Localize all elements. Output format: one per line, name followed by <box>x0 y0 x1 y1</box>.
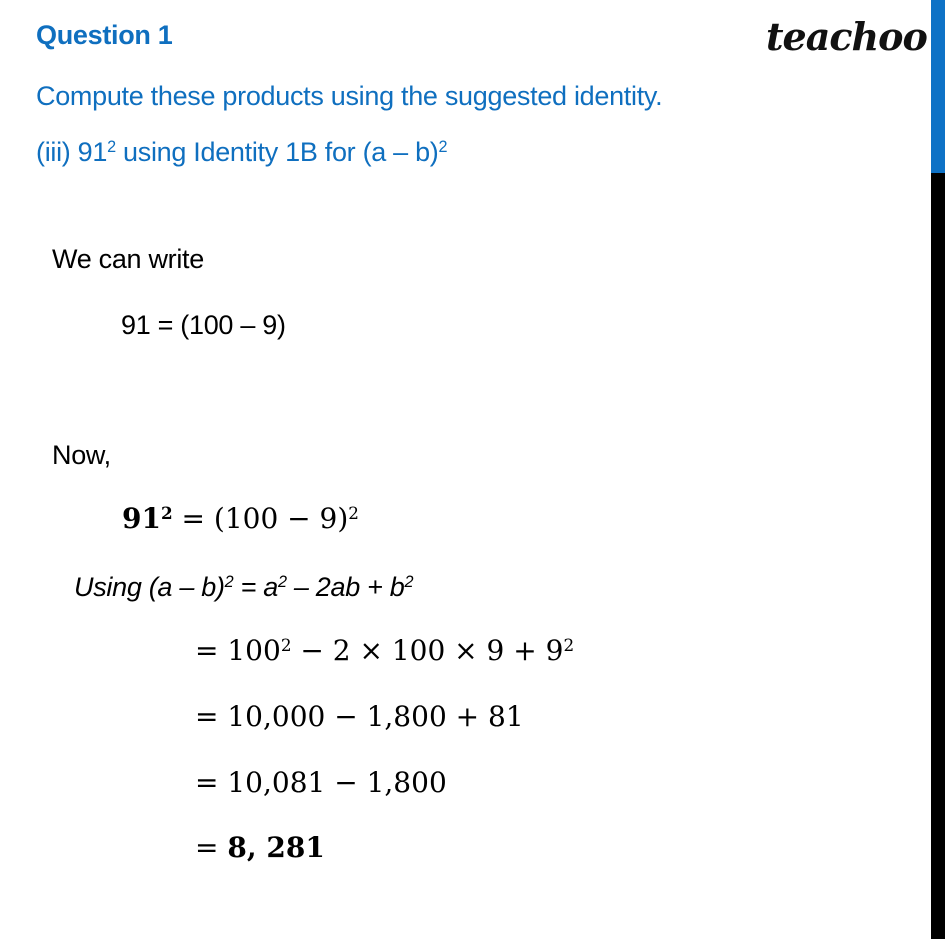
identity-line <box>74 572 413 603</box>
math-step-4: = 10,081 − 1,800 <box>195 766 447 799</box>
identity-exp-3: 2 <box>404 573 414 592</box>
step1-lhs-exponent: 2 <box>160 502 173 523</box>
step2-exp-2: 2 <box>563 634 575 655</box>
solution-intro: We can write <box>52 244 204 274</box>
identity-part-a: Using (a – b) <box>74 572 225 602</box>
math-step-1 <box>122 502 359 535</box>
step1-lhs: 91 <box>122 502 161 535</box>
step2-part-b: − 2 × 100 × 9 + 9 <box>291 634 564 667</box>
question-text: Compute these products using the suggested identity. <box>36 81 663 111</box>
subpart-middle: using Identity 1B for (a – b) <box>115 137 439 167</box>
solution-expression: 91 = (100 – 9) <box>121 310 286 340</box>
step5-equals: = <box>195 831 228 864</box>
step2-exp-1: 2 <box>280 634 292 655</box>
identity-exp-1: 2 <box>224 573 234 592</box>
identity-part-b: = a <box>233 572 278 602</box>
question-title: Question 1 <box>36 20 173 50</box>
subpart-end-exponent: 2 <box>438 138 448 157</box>
step2-part-a: = 100 <box>195 634 281 667</box>
subpart-prefix: (iii) 91 <box>36 137 108 167</box>
final-answer: 8, 281 <box>227 831 325 864</box>
teachoo-logo: teachoo <box>766 14 927 59</box>
side-bar-blue <box>931 0 945 173</box>
math-step-5 <box>195 831 325 864</box>
side-bar-black <box>931 173 945 939</box>
math-step-2 <box>195 634 574 667</box>
math-step-3: = 10,000 − 1,800 + 81 <box>195 700 524 733</box>
identity-exp-2: 2 <box>277 573 287 592</box>
question-subpart <box>36 137 447 168</box>
solution-now: Now, <box>52 440 111 470</box>
identity-part-c: – 2ab + b <box>286 572 405 602</box>
step1-rhs: = (100 − 9) <box>172 502 349 535</box>
subpart-prefix-exponent: 2 <box>107 138 116 157</box>
step1-rhs-exponent: 2 <box>348 502 359 523</box>
